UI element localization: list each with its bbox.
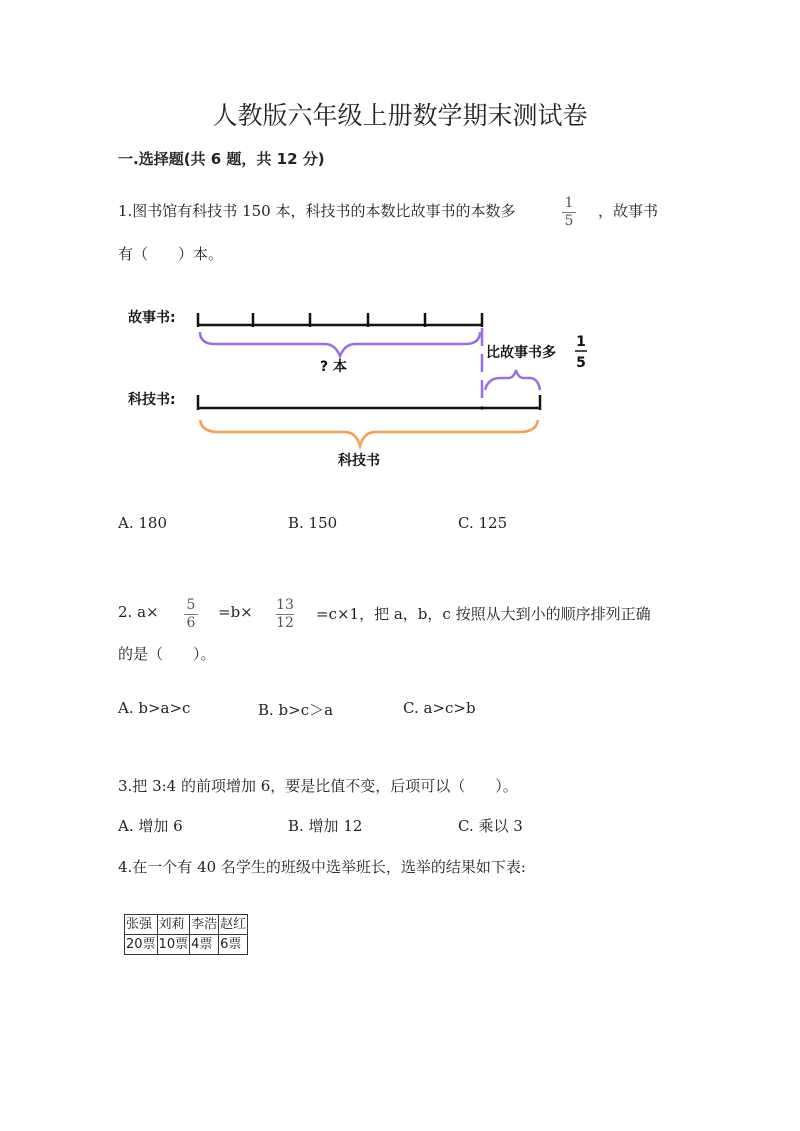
q3-option-a[interactable]: A. 增加 6	[118, 817, 183, 835]
science-brace	[200, 420, 538, 446]
story-book-label: 故事书:	[128, 310, 176, 326]
science-brace-label: 科技书	[338, 453, 380, 469]
table-cell: 赵红	[219, 915, 248, 935]
q2-fraction-1	[184, 598, 198, 631]
table-cell: 20票	[125, 935, 158, 955]
q2-f2-denominator: 12	[276, 615, 294, 631]
table-cell: 张强	[125, 915, 158, 935]
q1-text-part-b: ，故事书	[598, 202, 659, 220]
unknown-count-label: ? 本	[320, 359, 347, 375]
table-row	[125, 935, 248, 955]
table-cell: 10票	[157, 935, 190, 955]
q4-text: 4.在一个有 40 名学生的班级中选举班长，选举的结果如下表:	[118, 858, 526, 876]
q3-option-c[interactable]: C. 乘以 3	[458, 817, 523, 835]
q2-option-a[interactable]: A. b>a>c	[118, 699, 191, 717]
q1-option-b[interactable]: B. 150	[288, 514, 338, 532]
table-cell: 刘莉	[157, 915, 190, 935]
q1-fraction	[562, 196, 576, 229]
question-1-text	[118, 200, 515, 221]
q2-part-1: 2. a×	[118, 603, 159, 621]
table-row	[125, 915, 248, 935]
extra-brace	[485, 370, 540, 390]
q2-part-3: =c×1，把 a，b，c 按照从大到小的顺序排列正确	[316, 605, 651, 623]
q2-f2-numerator: 13	[276, 597, 294, 613]
q1-line-diagram	[120, 300, 600, 480]
q1-option-a[interactable]: A. 180	[118, 514, 167, 532]
q1-frac-denominator: 5	[564, 213, 574, 229]
q3-text: 3.把 3:4 的前项增加 6，要是比值不变，后项可以（ ）。	[118, 777, 518, 795]
vote-results-table	[124, 914, 248, 955]
more-frac-denominator: 5	[576, 355, 586, 371]
q2-f1-denominator: 6	[186, 615, 196, 631]
q2-option-c[interactable]: C. a>c>b	[403, 699, 476, 717]
page-title: 人教版六年级上册数学期末测试卷	[212, 101, 588, 130]
q2-fraction-2	[276, 598, 294, 631]
more-frac-numerator: 1	[576, 334, 586, 350]
more-than-label: 比故事书多	[486, 345, 556, 361]
q2-line2: 的是（ ）。	[118, 645, 216, 663]
q2-f1-numerator: 5	[186, 597, 196, 613]
q2-option-b[interactable]: B. b>c＞a	[258, 701, 334, 719]
q2-part-2: =b×	[218, 603, 253, 621]
q1-text-part-a: 1.图书馆有科技书 150 本，科技书的本数比故事书的本数多	[118, 202, 516, 220]
q3-option-b[interactable]: B. 增加 12	[288, 817, 363, 835]
q1-option-c[interactable]: C. 125	[458, 514, 508, 532]
q1-frac-numerator: 1	[564, 195, 574, 211]
q1-line2: 有（ ）本。	[118, 245, 224, 263]
table-cell: 4票	[190, 935, 219, 955]
table-cell: 6票	[219, 935, 248, 955]
science-book-label: 科技书:	[128, 392, 176, 408]
table-cell: 李浩	[190, 915, 219, 935]
story-brace	[200, 332, 480, 356]
section-heading: 一.选择题(共 6 题，共 12 分)	[118, 150, 325, 168]
